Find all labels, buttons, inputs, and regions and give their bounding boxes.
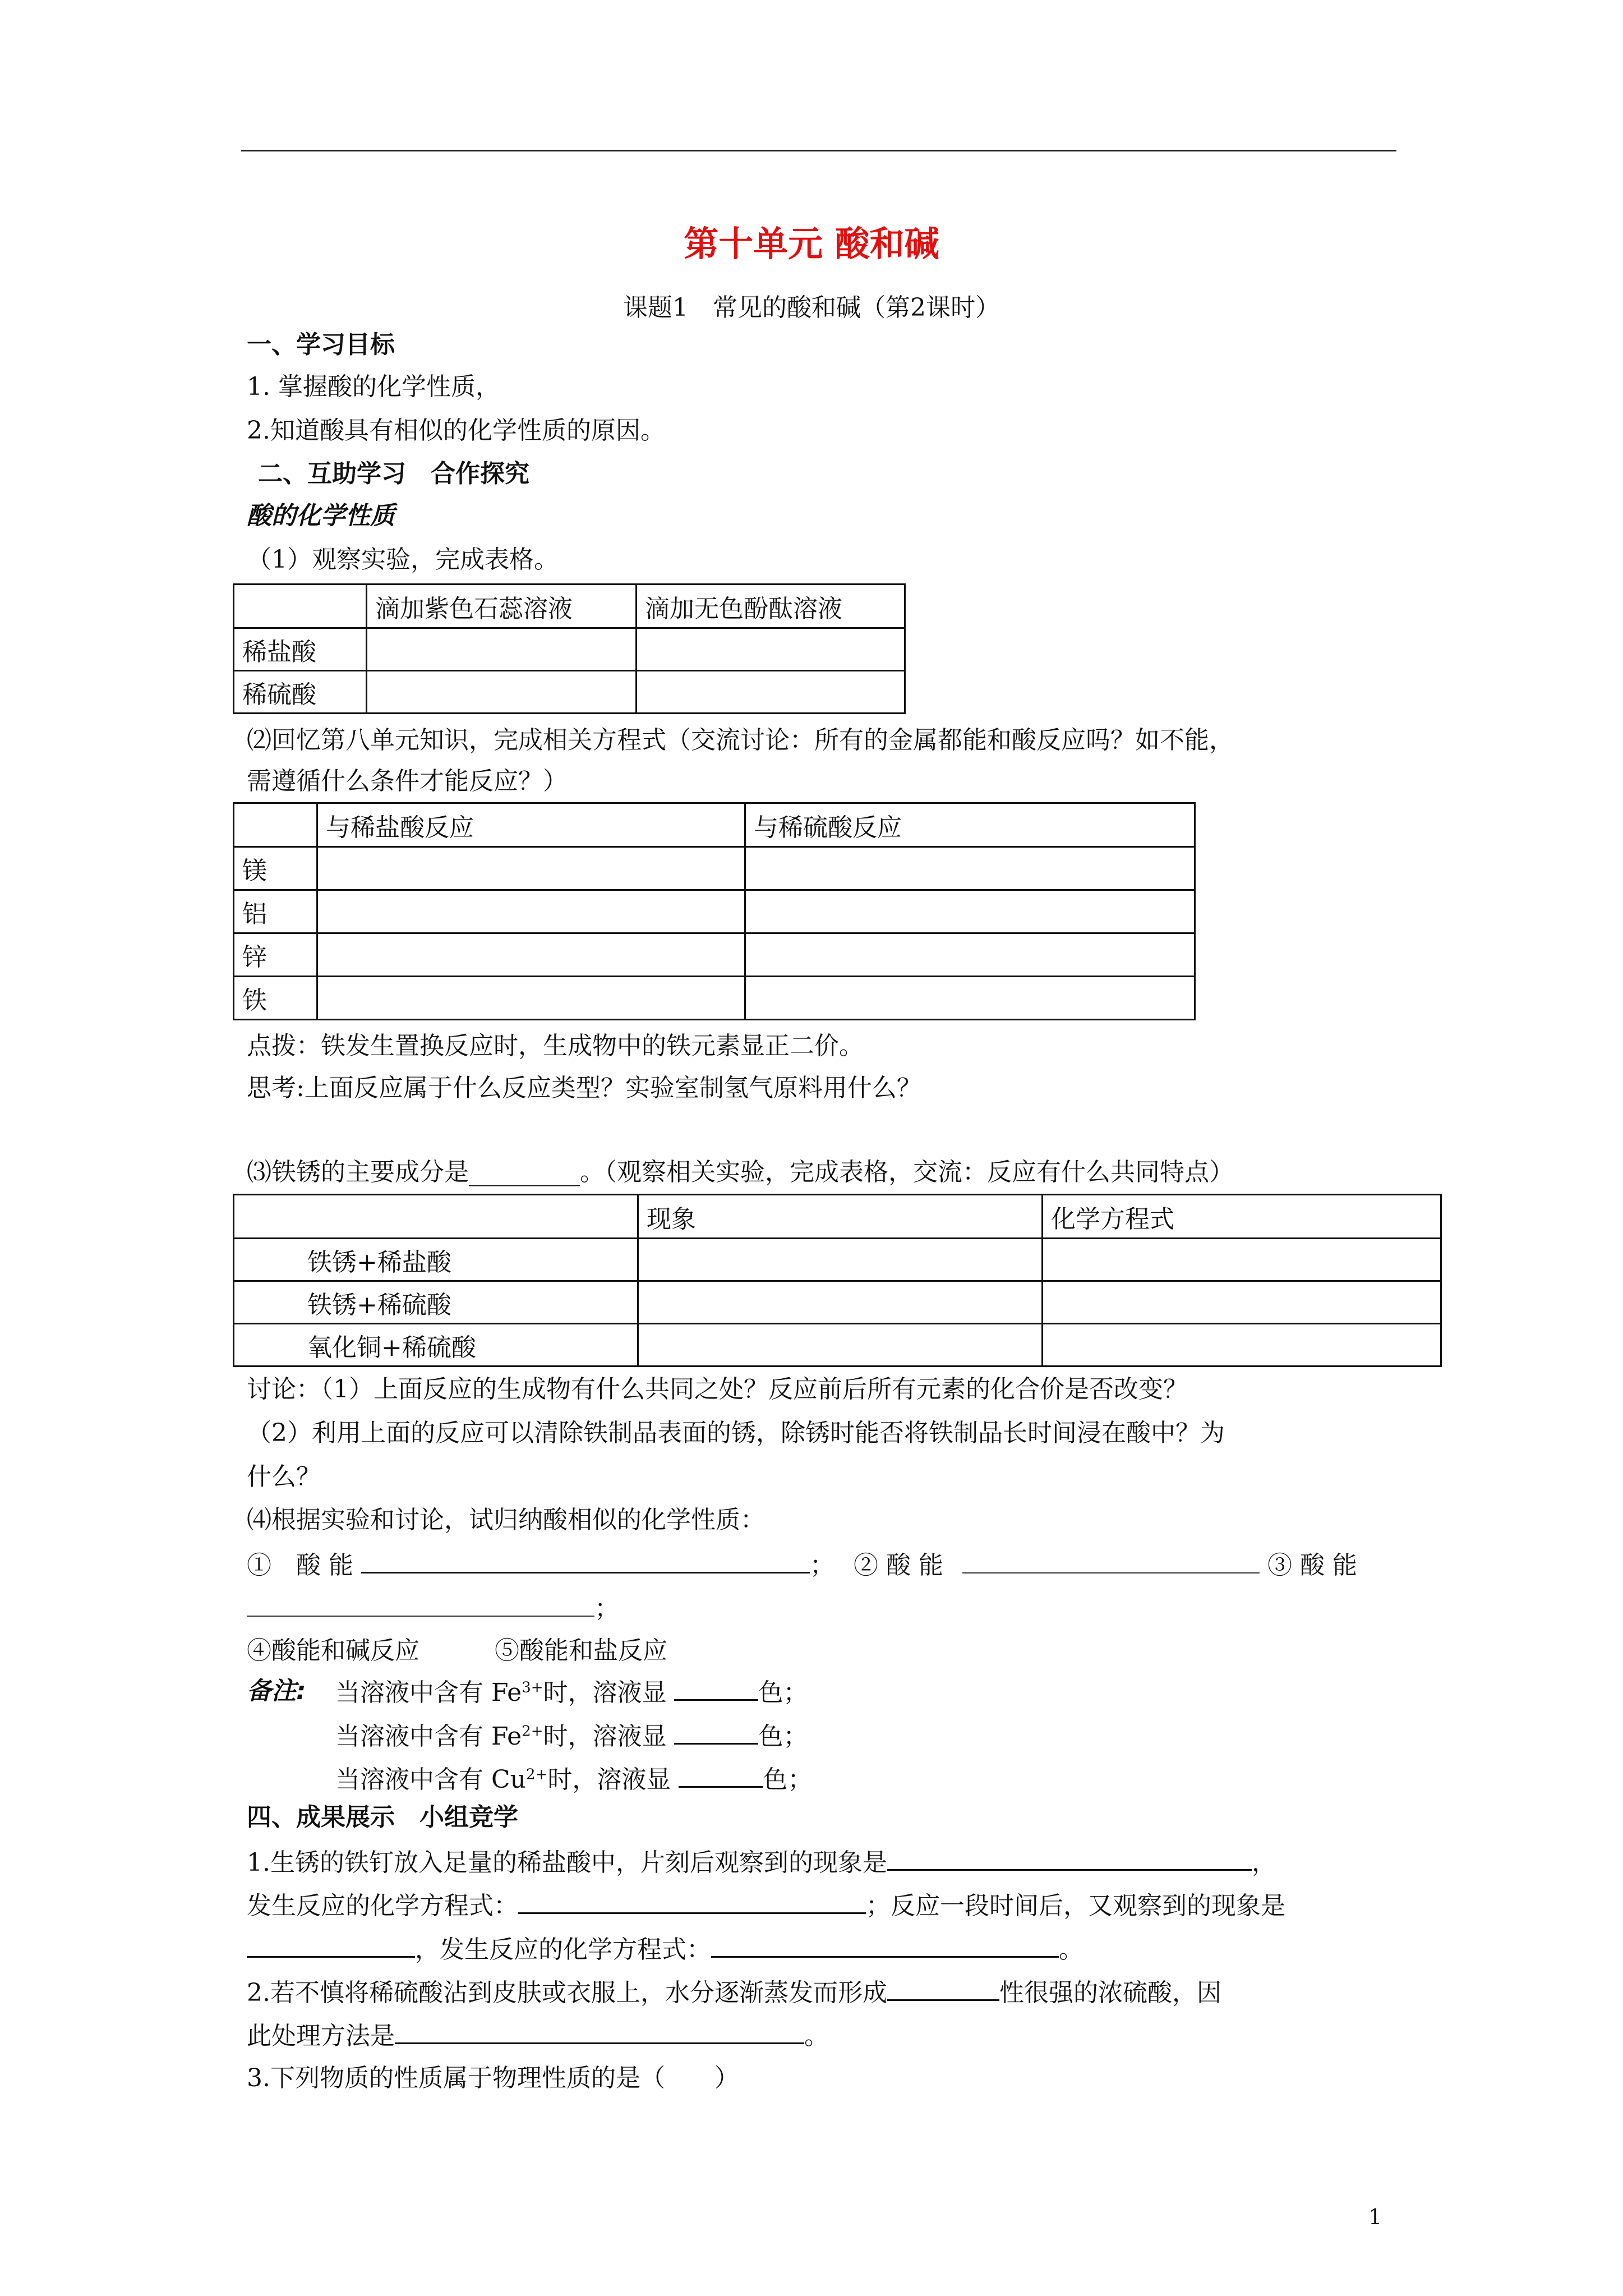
table1-header-phenolphthalein: 滴加无色酚酞溶液 (637, 585, 905, 628)
table-row (234, 977, 1195, 1020)
think-text: 思考:上面反应属于什么反应类型？实验室制氢气原料用什么？ (247, 1074, 921, 1102)
note-label: 备注: (247, 1677, 306, 1705)
acid-properties-line (247, 1547, 1357, 1582)
answer-cell[interactable] (745, 933, 1195, 977)
table3-header-phenomenon: 现象 (638, 1195, 1043, 1239)
q2-blank-1[interactable] (887, 1975, 999, 2001)
prop5-label: ⑤酸能和盐反应 (495, 1636, 667, 1665)
table1-row-label: 稀硫酸 (234, 671, 367, 714)
note-line: 当溶液中含有 $Cu^{2+}$时，溶液显 色； (335, 1761, 812, 1797)
section1-heading: 一、学习目标 (247, 330, 395, 359)
prop1-blank[interactable] (361, 1547, 810, 1573)
prop4-label: ④酸能和碱反应 (247, 1636, 419, 1665)
answer-cell[interactable] (317, 933, 745, 977)
answer-cell[interactable] (1043, 1239, 1441, 1281)
color-blank[interactable] (674, 1718, 758, 1745)
prop3-blank[interactable] (247, 1591, 594, 1617)
note-line: 当溶液中含有 $Fe^{2+}$时，溶液显 色； (335, 1718, 808, 1754)
prop1-label: ① 酸 能 (247, 1551, 353, 1580)
discuss-2-line2: 什么？ (247, 1462, 321, 1491)
q2-line2: 此处理方法是 。 (247, 2018, 829, 2053)
table2-row-label: 铁 (234, 977, 317, 1020)
answer-cell[interactable] (638, 1281, 1043, 1324)
table3-header-equation: 化学方程式 (1043, 1195, 1441, 1239)
q1-blank-2[interactable] (518, 1888, 866, 1914)
table-row (234, 847, 1195, 890)
table2-row-label: 铝 (234, 890, 317, 933)
prop3-label: ③ 酸 能 (1267, 1551, 1357, 1580)
metal-acid-table (233, 802, 1196, 1020)
table2-header-h2so4: 与稀硫酸反应 (745, 803, 1195, 847)
prop2-label: ② 酸 能 (854, 1551, 943, 1580)
table-row (234, 1281, 1441, 1324)
table2-header-empty (234, 803, 317, 847)
section2-subheading: 酸的化学性质 (247, 501, 395, 530)
page-number: 1 (1368, 2205, 1382, 2229)
header-rule (241, 150, 1396, 151)
q1-line1: 1.生锈的铁钉放入足量的稀盐酸中，片刻后观察到的现象是 ， (247, 1844, 1276, 1880)
q3-text: 3.下列物质的性质属于物理性质的是（ ） (247, 2064, 739, 2092)
page-title: 第十单元 酸和碱 (684, 223, 939, 264)
q1-line3: ，发生反应的化学方程式： 。 (247, 1931, 1083, 1967)
discuss-2-line1: （2）利用上面的反应可以清除铁制品表面的锈，除锈时能否将铁制品长时间浸在酸中？为 (247, 1419, 1225, 1447)
table1-row-label: 稀盐酸 (234, 628, 367, 671)
lesson-subtitle: 课题1 常见的酸和碱（第2课时） (623, 293, 1000, 322)
table3-header-empty (234, 1195, 638, 1239)
color-blank[interactable] (674, 1674, 758, 1701)
rust-blank[interactable]: _________ (469, 1158, 580, 1186)
answer-cell[interactable] (1043, 1324, 1441, 1366)
answer-cell[interactable] (1043, 1281, 1441, 1324)
table1-header-litmus: 滴加紫色石蕊溶液 (367, 585, 637, 628)
q1-blank-3[interactable] (247, 1931, 415, 1958)
prop3-continuation (247, 1591, 619, 1626)
table-row (234, 890, 1195, 933)
prop2-blank[interactable] (962, 1548, 1260, 1573)
answer-cell[interactable] (317, 977, 745, 1020)
section2-heading: 二、互助学习 合作探究 (258, 459, 529, 488)
table3-row-label: 铁锈+稀硫酸 (234, 1281, 638, 1324)
q2-line1: 2.若不慎将稀硫酸沾到皮肤或衣服上，水分逐渐蒸发而形成 性很强的浓硫酸，因 (247, 1975, 1221, 2010)
objective-1: 1. 掌握酸的化学性质， (247, 372, 500, 401)
q1-blank-1[interactable] (887, 1844, 1252, 1871)
step1-text: （1）观察实验，完成表格。 (247, 545, 559, 574)
prop4-5-line (247, 1634, 667, 1668)
rust-acid-table (233, 1194, 1442, 1367)
table3-row-label: 氧化铜+稀硫酸 (234, 1324, 638, 1366)
step4-text: ⑷根据实验和讨论，试归纳酸相似的化学性质： (247, 1506, 765, 1534)
step3-suffix: 。（观察相关实验，完成表格，交流：反应有什么共同特点） (580, 1158, 1234, 1186)
answer-cell[interactable] (638, 1239, 1043, 1281)
table-row (234, 933, 1195, 977)
step3-text (247, 1156, 1234, 1189)
table2-row-label: 镁 (234, 847, 317, 890)
table-row (234, 1324, 1441, 1366)
note-line: 当溶液中含有 $Fe^{3+}$时，溶液显 色； (335, 1674, 808, 1710)
answer-cell[interactable] (367, 671, 637, 714)
step2-line1: ⑵回忆第八单元知识，完成相关方程式（交流讨论：所有的金属都能和酸反应吗？如不能， (247, 726, 1234, 754)
table1-header-empty (234, 585, 367, 628)
answer-cell[interactable] (637, 671, 905, 714)
table-row (234, 671, 905, 714)
q1-line2: 发生反应的化学方程式： ；反应一段时间后，又观察到的现象是 (247, 1888, 1285, 1923)
answer-cell[interactable] (637, 628, 905, 671)
q2-blank-2[interactable] (395, 2018, 804, 2044)
prop-separator: ； (810, 1551, 834, 1580)
table2-row-label: 锌 (234, 933, 317, 977)
step2-line2: 需遵循什么条件才能反应？） (247, 767, 568, 795)
table-row (234, 628, 905, 671)
prop-end: ； (594, 1594, 619, 1623)
objective-2: 2.知道酸具有相似的化学性质的原因。 (247, 416, 665, 445)
discuss-1: 讨论：（1）上面反应的生成物有什么共同之处？反应前后所有元素的化合价是否改变？ (247, 1375, 1188, 1404)
table2-header-hcl: 与稀盐酸反应 (317, 803, 745, 847)
q1-blank-4[interactable] (711, 1931, 1059, 1958)
hint-text: 点拨：铁发生置换反应时，生成物中的铁元素显正二价。 (247, 1032, 864, 1060)
answer-cell[interactable] (745, 977, 1195, 1020)
answer-cell[interactable] (638, 1324, 1043, 1366)
section4-heading: 四、成果展示 小组竞学 (247, 1803, 518, 1832)
color-blank[interactable] (679, 1761, 763, 1788)
table-row (234, 1239, 1441, 1281)
table3-row-label: 铁锈+稀盐酸 (234, 1239, 638, 1281)
step3-prefix: ⑶铁锈的主要成分是 (247, 1158, 469, 1186)
answer-cell[interactable] (745, 890, 1195, 933)
answer-cell[interactable] (317, 847, 745, 890)
answer-cell[interactable] (367, 628, 637, 671)
answer-cell[interactable] (317, 890, 745, 933)
answer-cell[interactable] (745, 847, 1195, 890)
indicator-table (233, 583, 906, 714)
